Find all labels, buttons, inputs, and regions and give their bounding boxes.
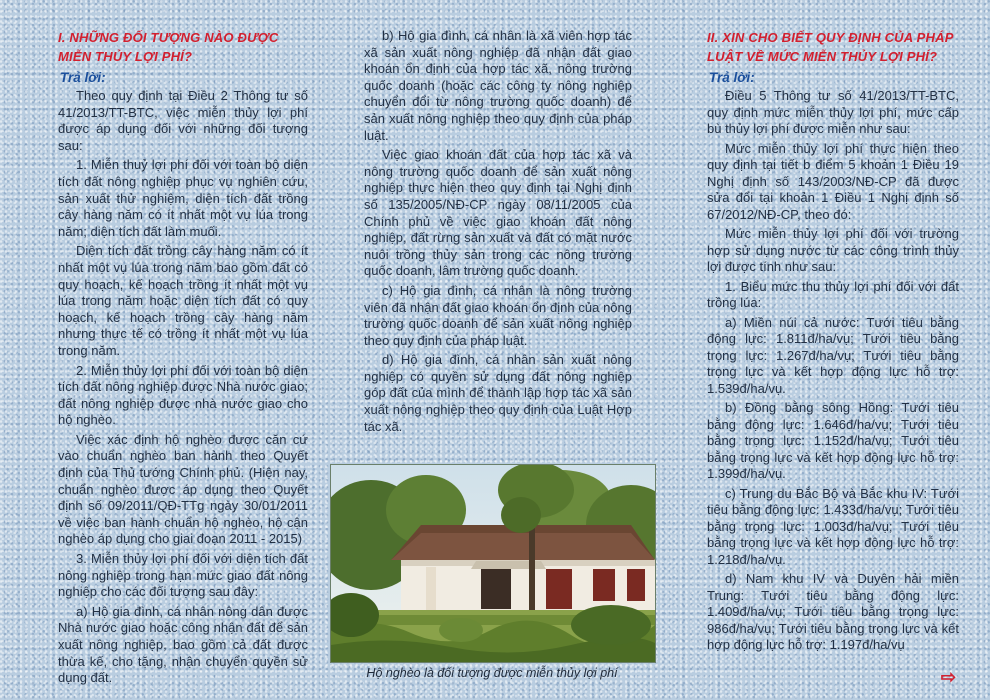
paragraph: Theo quy định tại Điều 2 Thông tư số 41/2013/TT-BTC, việc miễn thủy lợi phí được áp dụng đối với những đối tượng sau:	[58, 88, 308, 153]
paragraph: b) Đồng bằng sông Hồng: Tưới tiêu bằng động lực: 1.646đ/ha/vụ; Tưới tiêu bằng trọng lực: 1.152đ/ha/vụ; Tưới tiêu bằng trọng lực và kết hợp động lực hỗ trợ: 1.399đ/ha/vụ.	[707, 400, 959, 481]
paragraph: Diện tích đất trồng cây hàng năm có ít nhất một vụ lúa trong năm bao gồm đất có quy hoạch, kế hoạch trồng ít nhất một vụ lúa trong năm hoặc diện tích đất có quy hoạch, kế hoạch trồng cây hàng năm nhưng thực tế có trồng ít nhất một vụ lúa trong năm.	[58, 243, 308, 358]
paragraph: 3. Miễn thủy lợi phí đối với diện tích đất nông nghiệp trong hạn mức giao đất nông nghiệp cho các đối tượng sau đây:	[58, 551, 308, 600]
answer-label: Trả lời:	[709, 70, 755, 85]
paragraph: 1. Biểu mức thu thủy lợi phí đối với đất trồng lúa:	[707, 278, 959, 310]
paragraph: c) Hộ gia đình, cá nhân là nông trường viên đã nhận đất giao khoán ổn định của nông trường quốc doanh để sản xuất nông nghiệp theo quy định của pháp luật.	[364, 282, 632, 348]
photo-caption: Hộ nghèo là đối tượng được miễn thủy lợi phí	[366, 666, 618, 680]
paragraph: Điều 5 Thông tư số 41/2013/TT-BTC, quy định mức miễn thủy lợi phí, mức cấp bù thủy lợi phí được miễn như sau:	[707, 88, 959, 136]
paragraph: Việc xác định hộ nghèo được căn cứ vào chuẩn nghèo ban hành theo Quyết định của Thủ tướng Chính phủ. (Hiện nay, chuẩn nghèo được áp dụng theo Quyết định số 09/2011/QĐ-TTg ngày 30/01/2011 về việc ban hành chuẩn hộ nghèo, hộ cận nghèo áp dụng cho giai đoạn 2011 - 2015)	[58, 431, 308, 547]
next-page-arrow-icon[interactable]: ⇨	[940, 667, 956, 687]
section-2-heading: II. XIN CHO BIẾT QUY ĐỊNH CỦA PHÁP LUẬT VỀ MỨC MIỄN THỦY LỢI PHÍ?	[707, 30, 954, 64]
paragraph: Mức miễn thủy lợi phí đối với trường hợp sử dụng nước từ các công trình thủy lợi được tính như sau:	[707, 226, 959, 274]
house-photo	[330, 464, 656, 663]
paragraph: a) Hộ gia đình, cá nhân nông dân được Nhà nước giao hoặc công nhận đất để sản xuất nông nghiệp, bao gồm cả đất được thừa kế, cho tặng, nhận chuyển quyền sử dụng đất.	[58, 603, 308, 686]
paragraph: b) Hộ gia đình, cá nhân là xã viên hợp tác xã sản xuất nông nghiệp đã nhận đất giao khoán ổn định của hợp tác xã, nông trường quốc doanh (hoặc các công ty nông nghiệp chuyển đổi từ nông trường quốc doanh) để sản xuất nông nghiệp theo quy định của pháp luật.	[364, 28, 632, 143]
paragraph: Mức miễn thủy lợi phí thực hiện theo quy định tại tiết b điểm 5 khoản 1 Điều 19 Nghị định số 143/2003/NĐ-CP đã được sửa đổi tại khoản 1 Điều 1 Nghị định số 67/2012/NĐ-CP, theo đó:	[707, 140, 959, 222]
section-1-heading: I. NHỮNG ĐỐI TƯỢNG NÀO ĐƯỢC MIỄN THỦY LỢI PHÍ?	[58, 30, 279, 64]
paragraph: a) Miền núi cả nước: Tưới tiêu bằng động lực: 1.811đ/ha/vụ; Tưới tiêu bằng trọng lực: 1.267đ/ha/vụ; Tưới tiêu bằng trọng lực và kết hợp động lực hỗ trợ: 1.539đ/ha/vụ.	[707, 314, 959, 396]
paragraph: Việc giao khoán đất của hợp tác xã và nông trường quốc doanh để sản xuất nông nghiệp thực hiện theo quy định tại Nghị định số 135/2005/NĐ-CP ngày 08/11/2005 của Chính phủ về việc giao khoán đất nông nghiệp, đất rừng sản xuất và đất có mặt nước nuôi trồng thủy sản trong các nông trường quốc doanh, lâm trường quốc doanh.	[364, 147, 632, 279]
paragraph: d) Nam khu IV và Duyên hải miền Trung: Tưới tiêu bằng động lực: 1.409đ/ha/vụ; Tưới tiêu bằng trọng lực: 986đ/ha/vụ; Tưới tiêu bằng trọng lực và kết hợp động lực hỗ trợ: 1.197đ/ha/vụ	[707, 571, 959, 652]
middle-column	[364, 28, 632, 438]
paragraph: d) Hộ gia đình, cá nhân sản xuất nông nghiệp có quyền sử dụng đất nông nghiệp góp đất của mình để thành lập hợp tác xã sản xuất nông nghiệp theo quy định của Luật Hợp tác xã.	[364, 352, 632, 434]
answer-label: Trả lời:	[60, 70, 106, 85]
paragraph: c) Trung du Bắc Bộ và Bắc khu IV: Tưới tiêu bằng động lực: 1.433đ/ha/vụ; Tưới tiêu bằng trọng lực: 1.003đ/ha/vụ; Tưới tiêu bằng trọng lực và kết hợp động lực hỗ trợ: 1.218đ/ha/vụ.	[707, 485, 959, 567]
paragraph: 1. Miễn thuỷ lợi phí đối với toàn bộ diện tích đất nông nghiệp phục vụ nghiên cứu, sản xuất thử nghiệm, diện tích đất trồng cây hàng năm có ít nhất một vụ lúa trong năm; diện tích đất làm muối.	[58, 157, 308, 239]
paragraph: 2. Miễn thủy lợi phí đối với toàn bộ diện tích đất nông nghiệp được Nhà nước giao; đất nông nghiệp được nhà nước giao cho hộ nghèo.	[58, 362, 308, 428]
right-column	[707, 28, 959, 657]
left-column	[58, 28, 308, 690]
